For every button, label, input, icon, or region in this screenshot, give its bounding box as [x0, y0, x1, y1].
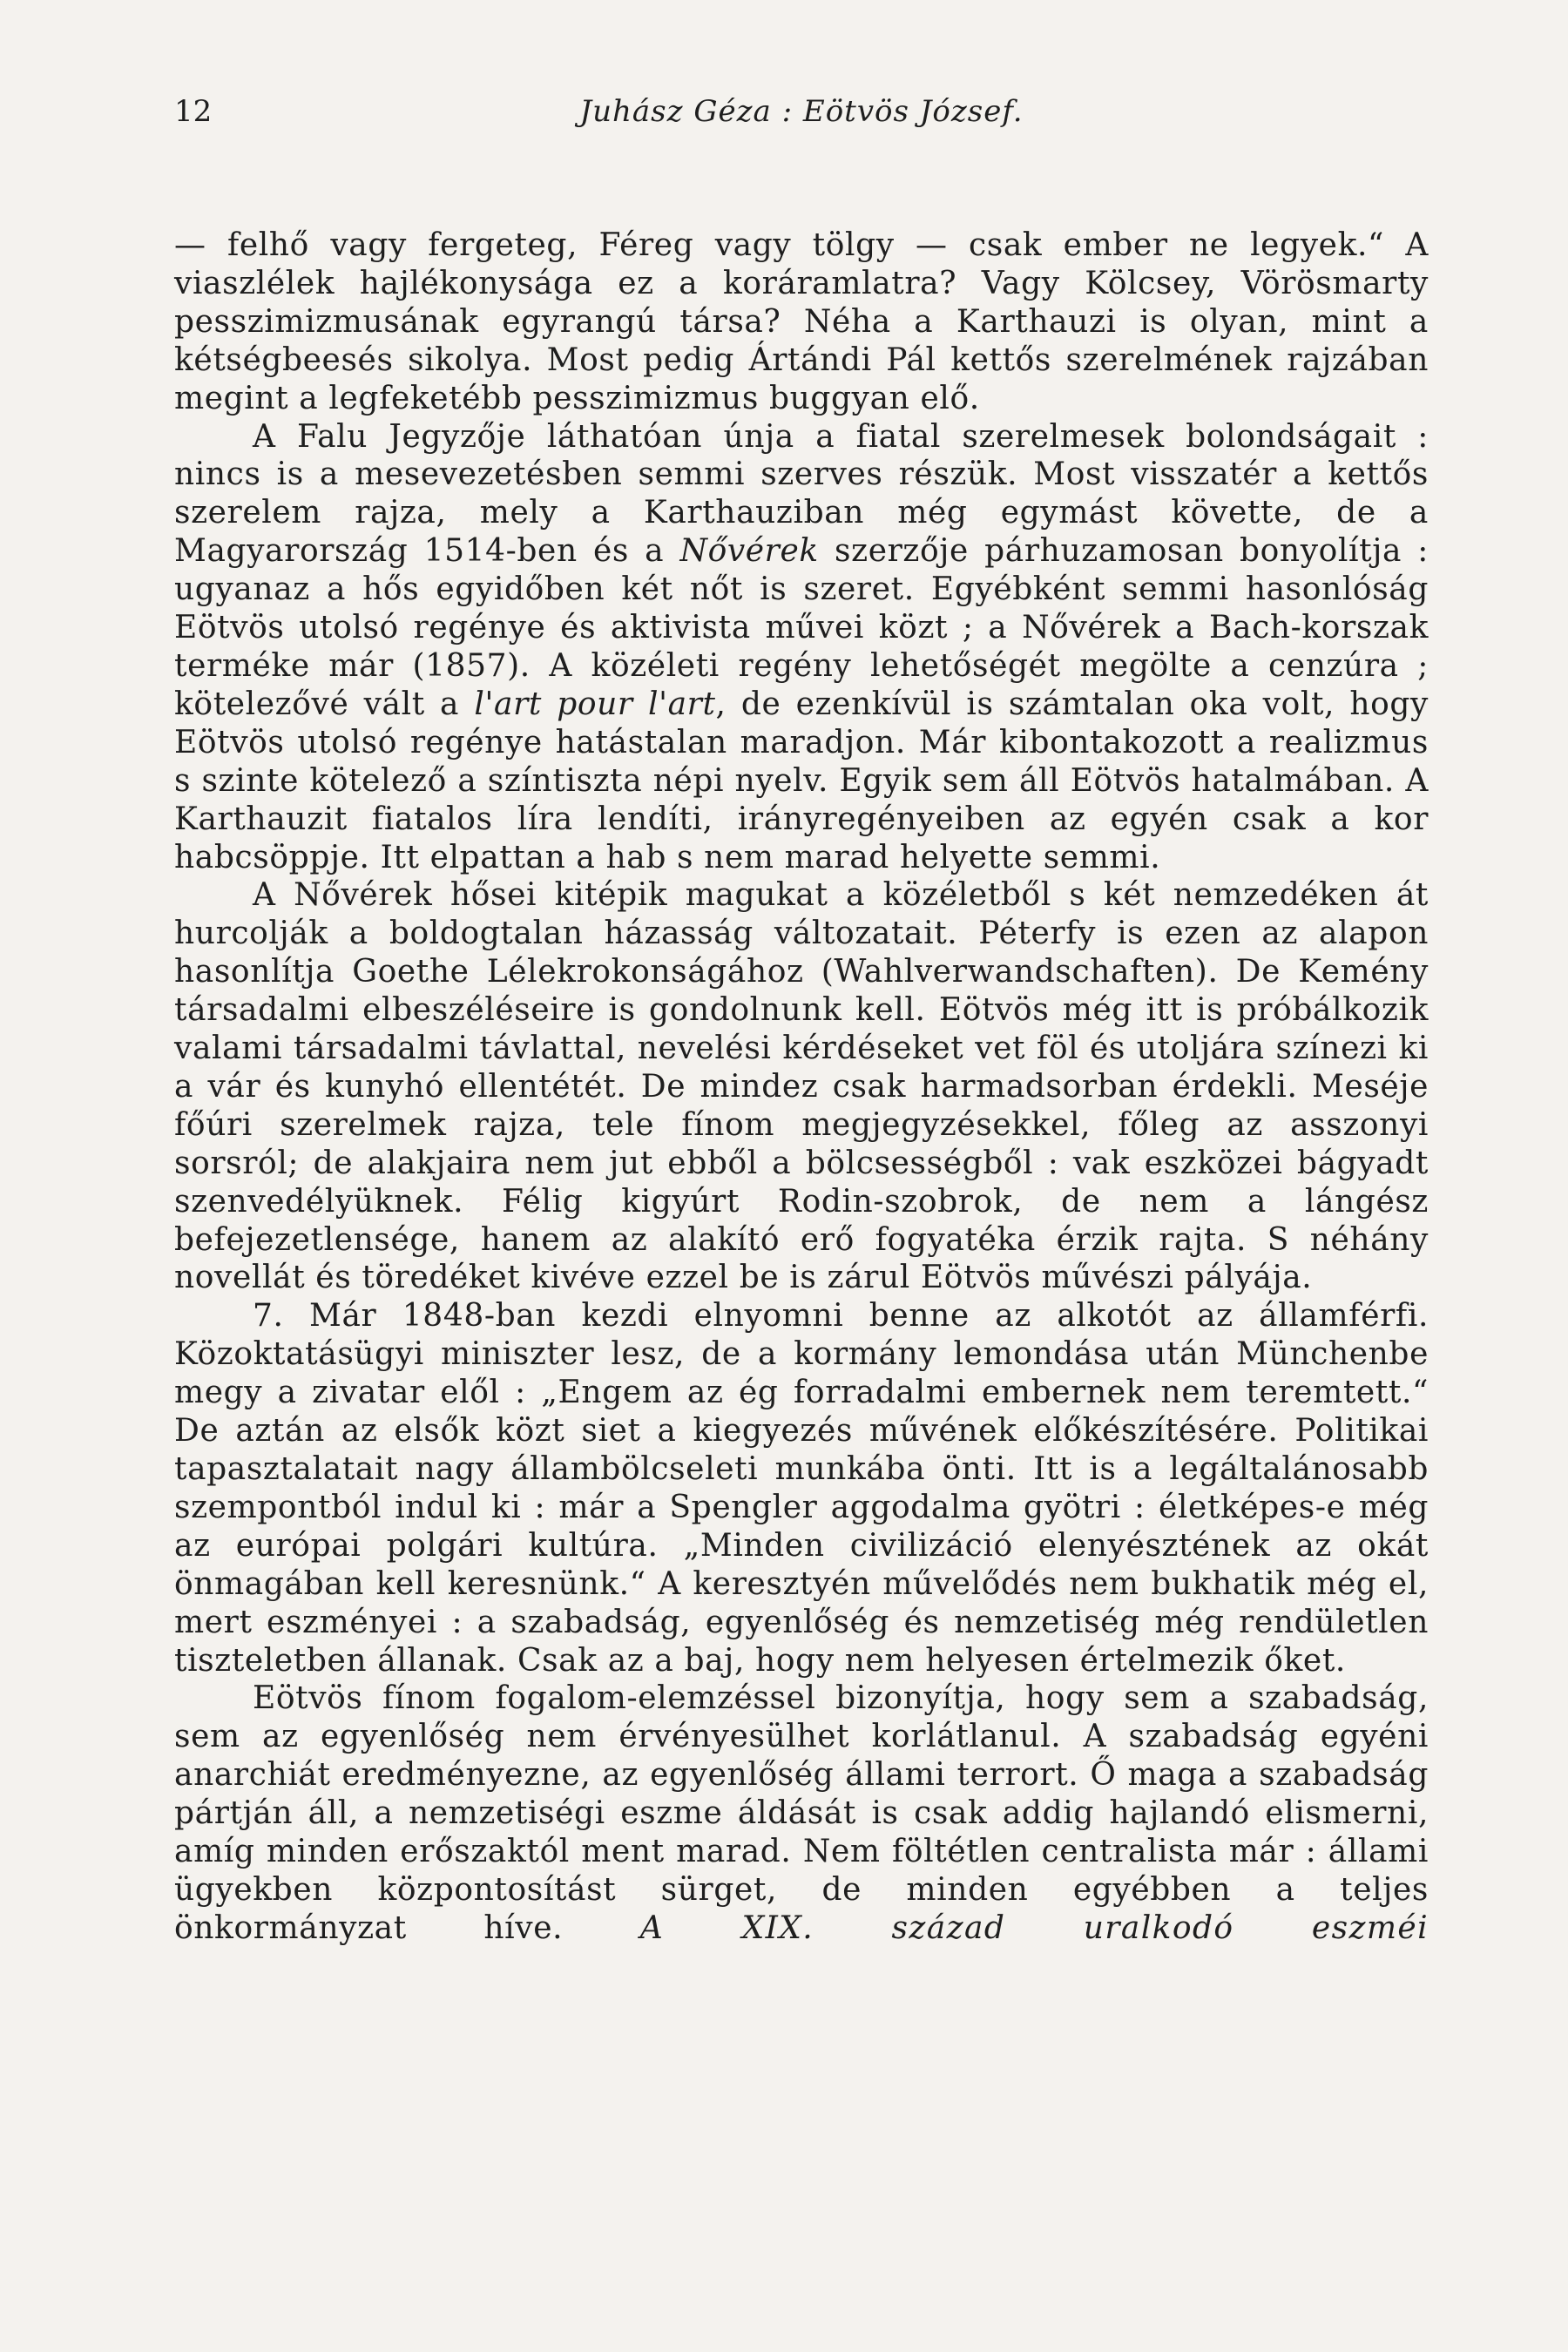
italic-book-title: A XIX. század uralkodó eszméi — [639, 1909, 1429, 1946]
running-title: Juhász Géza : Eötvös József. — [579, 94, 1024, 129]
page-header — [174, 94, 1429, 138]
text-run: Eötvös fínom fogalom-elemzéssel bizonyítja, hogy sem a szabadság, sem az egyenlőség nem érvényesülhet korlátlanul. A szabadság egyéni anarchiát eredményezne, az egyenlőség állami terrort. Ő maga a szabadság pártján áll, a nemzetiségi eszme áldását is csak addig hajlandó elismerni, amíg minden erőszaktól ment marad. Nem föltétlen centralista már : állami ügyekben központosítást sürget, de minden egyébben a teljes önkormányzat híve. — [174, 1680, 1429, 1946]
italic-title-novérek: Nővérek — [679, 533, 819, 570]
text-run: , de ezenkívül is számtalan oka volt, hogy Eötvös utolsó regénye hatástalan maradjon. Már kibontakozott a realizmus s szinte kötelező a színtiszta népi nyelv. Egyik sem áll Eötvös hatalmában. A Karthauzit fiatalos líra lendíti, irányregényeiben az egyén csak a kor habcsöppje. Itt elpattan a hab s nem marad helyette semmi. — [174, 686, 1429, 875]
italic-phrase-lart-pour-lart: l'art pour l'art — [474, 686, 716, 722]
paragraph-continuation: — felhő vagy fergeteg, Féreg vagy tölgy — csak ember ne legyek.“ A viaszlélek hajlékonysága ez a koráramlatra? Vagy Kölcsey, Vörösmarty pesszimizmusának egyrangú társa? Néha a Karthauzi is olyan, mint a kétségbeesés sikolya. Most pedig Ártándi Pál kettős szerelmének rajzában megint a legfeketébb pesszimizmus buggyan elő. — [174, 227, 1429, 416]
paragraph-noverek: A Nővérek hősei kitépik magukat a közéletből s két nemzedéken át hurcolják a boldogtalan házasság változatait. Péterfy is ezen az alapon hasonlítja Goethe Lélekrokonságához (Wahlverwandschaften). De Kemény társadalmi elbeszéléseire is gondolnunk kell. Eötvös még itt is próbálkozik valami társadalmi távlattal, nevelési kérdéseket vet föl és utoljára színezi ki a vár és kunyhó ellentétét. De mindez csak harmadsorban érdekli. Meséje főúri szerelmek rajza, tele fínom megjegyzésekkel, főleg az asszonyi sorsról; de alakjaira nem jut ebből a bölcsességből : vak eszközei bágyadt szenvedélyüknek. Félig kigyúrt Rodin-szobrok, de nem a lángész befejezetlensége, hanem az alakító erő fogyatéka érzik rajta. S néhány novellát és töredéket kivéve ezzel be is zárul Eötvös művészi pályája. — [174, 877, 1429, 1296]
page-number: 12 — [174, 94, 213, 129]
paragraph-section-7: 7. Már 1848-ban kezdi elnyomni benne az alkotót az államférfi. Közoktatásügyi miniszter lesz, de a kormány lemondása után Münchenbe megy a zivatar elől : „Engem az ég forradalmi embernek nem teremtett.“ De aztán az elsők közt siet a kiegyezés művének előkészítésére. Politikai tapasztalatait nagy állambölcseleti munkába önti. Itt is a legáltalánosabb szempontból indul ki : már a Spengler aggodalma gyötri : életképes-e még az európai polgári kultúra. „Minden civilizáció elenyésztének az okát önmagában kell keresnünk.“ A keresztyén művelődés nem bukhatik még el, mert eszményei : a szabadság, egyenlőség és nemzetiség még rendületlen tiszteletben állanak. Csak az a baj, hogy nem helyesen értelmezik őket. — [174, 1298, 1429, 1679]
body-text — [174, 226, 1429, 1948]
paragraph-falu-jegyzoje — [174, 418, 1429, 877]
text-run: A Falu Jegyzője láthatóan únja a fiatal szerelmesek bolondságait : nincs is a mesevezetésben semmi szerves részük. Most visszatér a kettős szerelem rajza, mely a Karthauziban még egymást követte, de a Magyarország 1514-ben és a — [174, 418, 1429, 570]
text-run: szerzője párhuzamosan bonyolítja : ugyanaz a hős egyidőben két nőt is szeret. Egyébként semmi hasonlóság Eötvös utolsó regénye és aktivista művei közt ; a Nővérek a Bach-korszak terméke már (1857). A közéleti regény lehetőségét megölte a cenzúra ; kötelezővé vált a — [174, 533, 1429, 722]
paragraph-fogalom-elemzes — [174, 1680, 1429, 1947]
